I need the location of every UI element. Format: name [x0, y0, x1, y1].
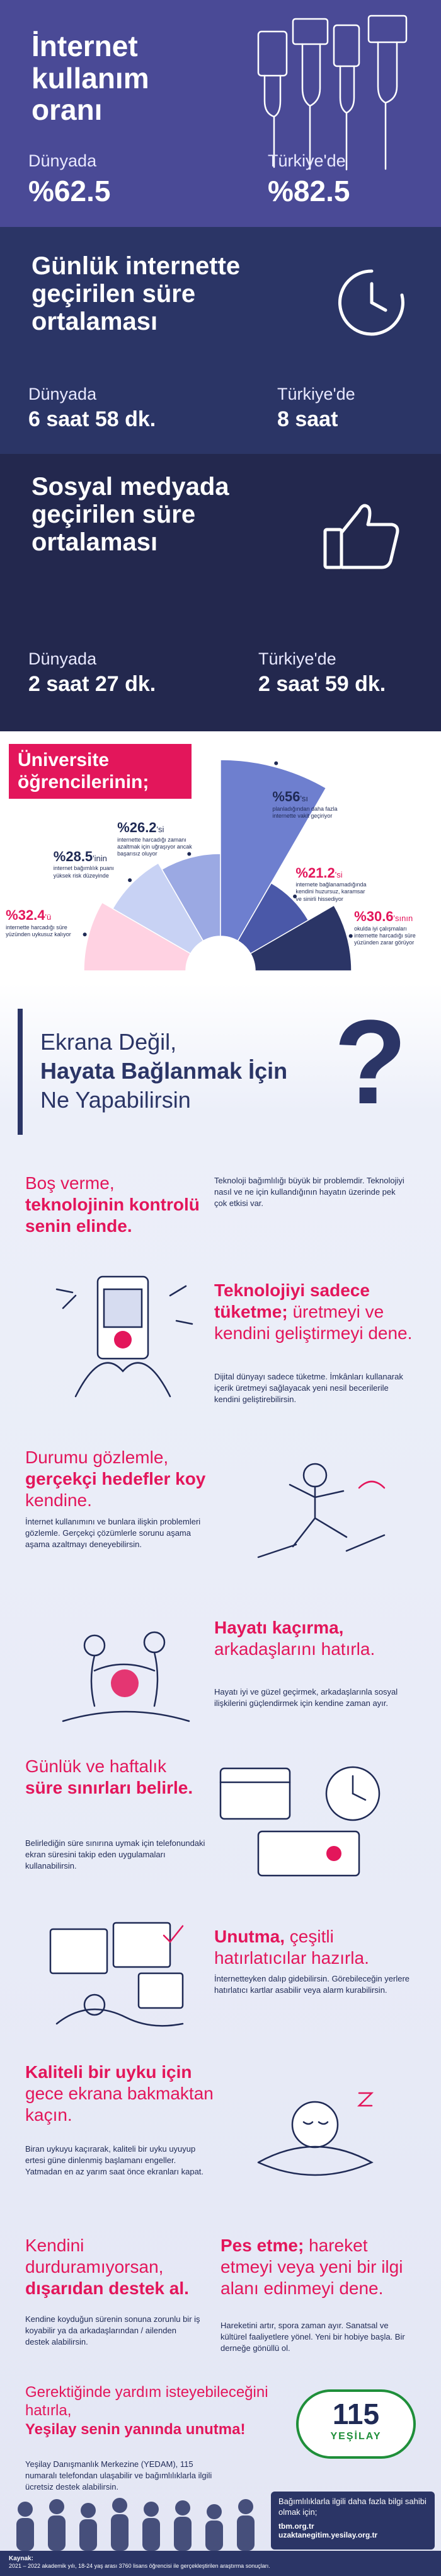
tip-9-body: Hareketini artır, spora zaman ayır. Sanatsal ve kültürel faaliyetlere yönel. Yeni bir hobiye başla. Bir derneğe gönüllü ol. — [220, 2321, 405, 2353]
tip-3-body: İnternet kullanımını ve bunlara ilişkin problemleri gözlemle. Gerçekçi çözümlerle sorunu aşama aşama azaltmayı deneyebilirsin. — [25, 1517, 201, 1550]
tip-5-title — [25, 1756, 208, 1799]
tip-6-title — [214, 1926, 416, 1969]
tip-title-part: Durumu gözlemle, — [25, 1448, 169, 1467]
tip-title-part: dışarıdan destek al. — [25, 2278, 189, 2299]
tip-1-title — [25, 1173, 208, 1237]
tip-2-body: Dijital dünyayı sadece tüketme. İmkânları kullanarak içerik üretmeyi sağlayacak yeni nesil becerilerile kendini geliştirebilirsin. — [214, 1372, 403, 1405]
title-line: Günlük internette — [32, 252, 241, 280]
tip-10-body: Yeşilay Danışmanlık Merkezine (YEDAM), 115 numaralı telefondan ulaşabilir ve bağımlılıklarla ilgili ücretsiz destek alabilirsin. — [25, 2459, 212, 2492]
footer-source — [0, 2551, 441, 2576]
fan-callout-text: planladığından daha fazla internette vakit geçiriyor — [272, 805, 338, 819]
title-line: kullanım — [32, 61, 149, 95]
world-label: Dünyada — [28, 151, 97, 170]
world-value: 2 saat 27 dk. — [28, 672, 156, 696]
link-tbm[interactable]: tbm.org.tr — [278, 2521, 314, 2531]
reminder-notes-illustration — [38, 1910, 208, 2043]
title-line: geçirilen süre — [32, 280, 196, 308]
heading-line: Ekrana Değil, — [40, 1029, 177, 1055]
social-title — [32, 473, 229, 556]
fan-callout-value: %26.2 — [117, 820, 157, 836]
title-line: İnternet — [32, 30, 138, 62]
source-label: Kaynak: — [9, 2555, 33, 2562]
turkey-label: Türkiye'de — [277, 385, 355, 403]
fan-callout-suffix: 'sı — [300, 794, 309, 803]
world-label: Dünyada — [28, 649, 97, 668]
tip-7-title — [25, 2062, 214, 2126]
fan-callout-suffix: 'ü — [45, 912, 52, 922]
fan-wedge-dot-4 — [274, 762, 278, 765]
tip-10-title — [25, 2383, 290, 2439]
turkey-label: Türkiye'de — [258, 649, 336, 668]
friends-illustration — [44, 1608, 208, 1734]
fan-callout-value: %30.6 — [354, 908, 394, 925]
internet-usage-section — [0, 0, 441, 227]
title-line: Sosyal medyada — [32, 473, 229, 501]
fan-callout-value: %28.5 — [53, 848, 93, 864]
title-line: Üniversite — [18, 750, 110, 770]
fan-callout-4 — [272, 788, 348, 820]
tip-1-body: Teknoloji bağımlılığı büyük bir problemdir. Teknolojiyi nasıl ve ne için kullandığının hayatın üzerinde pek çok etkisi var. — [214, 1176, 404, 1209]
fan-callout-value: %21.2 — [295, 864, 335, 881]
tip-title-part: arkadaşlarını hatırla. — [214, 1639, 375, 1659]
fan-callout-text: okulda iyi çalışmaları internette harcadığı süre yüzünden zarar görüyor — [354, 925, 416, 946]
fan-callout-text: internette harcadığı süre yüzünden uykusuz kalıyor — [6, 924, 71, 937]
daily-title — [32, 252, 240, 335]
world-value: 6 saat 58 dk. — [28, 407, 156, 431]
tips-heading — [18, 1009, 326, 1135]
fan-callout-text: internet bağımlılık puanı yüksek risk düzeyinde — [53, 865, 114, 879]
tip-title-part: çeşitli hatırlatıcılar hazırla. — [214, 1927, 369, 1968]
badge-name: YEŞİLAY — [330, 2431, 382, 2442]
thumbs-up-icon — [321, 498, 403, 574]
phone-person-illustration — [38, 1270, 208, 1403]
tip-4-body: Hayatı iyi ve güzel geçirmek, arkadaşlarınla sosyal ilişkilerini güçlendirmek için kendine zaman ayır. — [214, 1687, 398, 1709]
tip-title-part: üretmeyi ve kendini geliştirmeyi dene. — [214, 1302, 413, 1343]
tip-title-part: hareket etmeyi veya yeni bir ilgi alanı edinmeyi dene. — [220, 2236, 403, 2299]
tip-6-body: İnternetteyken dalıp gidebilirsin. Görebileceğin yerlere hatırlatıcı kartlar asabilir veya alarm kurabilirsin. — [214, 1974, 410, 1995]
title-line: ortalaması — [32, 308, 158, 335]
clock-icon — [334, 265, 410, 340]
tip-title-part: Günlük ve haftalık — [25, 1756, 167, 1776]
fan-callout-value: %32.4 — [6, 907, 45, 924]
tip-2-title — [214, 1280, 416, 1344]
question-mark-icon: ? — [334, 995, 408, 1129]
tip-title-part: Pes etme; — [220, 2236, 304, 2255]
tip-title-part: Unutma, — [214, 1927, 285, 1946]
info-box — [271, 2492, 435, 2550]
tip-title-part: Gerektiğinde yardım isteyebileceğini hatırla, — [25, 2384, 268, 2420]
link-uzaktanegitim[interactable]: uzaktanegitim.yesilay.org.tr — [278, 2530, 378, 2539]
tip-3-title — [25, 1447, 214, 1511]
tip-4-title — [214, 1617, 416, 1660]
fan-callout-5 — [295, 864, 371, 903]
internet-usage-title — [32, 30, 149, 126]
fan-callout-suffix: 'inin — [93, 853, 107, 863]
fan-callout-suffix: 'si — [335, 869, 343, 879]
world-label: Dünyada — [28, 385, 97, 403]
turkey-value: 2 saat 59 dk. — [258, 672, 386, 696]
turkey-value: %82.5 — [268, 175, 350, 207]
title-line: geçirilen süre — [32, 501, 196, 528]
fan-callout-6 — [354, 908, 430, 946]
fan-wedge-dot-6 — [349, 934, 353, 938]
jumping-person-illustration — [220, 1450, 410, 1570]
yesilay-115-badge[interactable] — [296, 2389, 416, 2459]
info-text: Bağımlılıklarla ilgili daha fazla bilgi sahibi olmak için; — [278, 2497, 427, 2517]
tip-title-part: gerçekçi hedefler koy — [25, 1469, 206, 1489]
world-value: %62.5 — [28, 175, 111, 207]
tip-title-part: Kaliteli bir uyku için — [25, 2062, 192, 2082]
turkey-label: Türkiye'de — [268, 151, 346, 170]
tip-title-part: teknolojinin kontrolü senin elinde. — [25, 1195, 200, 1236]
fan-callout-text: internete bağlanamadığında kendini huzursuz, karamsar ve sinirli hissediyor — [295, 881, 367, 902]
social-media-section — [0, 454, 441, 731]
tip-9-title — [220, 2235, 422, 2299]
heading-line: Ne Yapabilirsin — [40, 1087, 191, 1113]
tip-title-part: Teknolojiyi sadece tüketme; — [214, 1280, 370, 1322]
tips-section — [0, 983, 441, 2576]
fan-callout-text: internette harcadığı zamanı azaltmak için uğraşıyor ancak başarısız oluyor — [117, 836, 192, 857]
tip-title-part: Hayatı kaçırma, — [214, 1618, 344, 1637]
tip-title-part: süre sınırları belirle. — [25, 1778, 193, 1798]
calendar-clock-illustration — [208, 1756, 410, 1888]
tip-title-part: kendine. — [25, 1490, 92, 1511]
source-text: 2021 – 2022 akademik yılı, 18-24 yaş arası 3760 lisans öğrencisi ile gerçekleştirilen araştırma sonuçları. — [9, 2563, 270, 2569]
fan-callout-suffix: 'si — [156, 825, 164, 835]
tip-title-part: Yeşilay senin yanında unutma! — [25, 2420, 246, 2438]
title-line: öğrencilerinin; — [18, 772, 149, 793]
tip-7-body: Biran uykuyu kaçırarak, kaliteli bir uyku uyuyup ertesi güne dinlenmiş başlamanı engeller. Yatmadan en az yarım saat önce ekranları kapat. — [25, 2144, 204, 2177]
university-stats-section — [0, 731, 441, 983]
tip-title-part: Boş verme, — [25, 1173, 115, 1193]
tip-5-body: Belirlediğin süre sınırına uymak için telefonundaki ekran süresini takip eden uygulamaları kullanabilirsin. — [25, 1838, 205, 1871]
fan-callout-3 — [117, 819, 193, 857]
fan-wedge-dot-1 — [83, 932, 87, 936]
daily-internet-section — [0, 227, 441, 454]
title-line: oranı — [32, 93, 103, 127]
tip-title-part: gece ekrana bakmaktan kaçın. — [25, 2084, 214, 2125]
turkey-value: 8 saat — [277, 407, 338, 431]
fan-callout-1 — [6, 907, 81, 938]
badge-number: 115 — [332, 2398, 380, 2430]
heading-line: Hayata Bağlanmak İçin — [40, 1058, 288, 1084]
fan-callout-suffix: 'sının — [393, 914, 413, 924]
tip-title-part: Kendini durduramıyorsan, — [25, 2236, 164, 2277]
sleeping-person-illustration — [220, 2068, 410, 2194]
tip-8-title — [25, 2235, 202, 2299]
fan-callout-value: %56 — [272, 789, 301, 804]
tip-8-body: Kendine koyduğun sürenin sonuna zorunlu bir iş koyabilir ya da arkadaşlarından / ailenden destek alabilirsin. — [25, 2314, 200, 2347]
title-line: ortalaması — [32, 528, 158, 556]
